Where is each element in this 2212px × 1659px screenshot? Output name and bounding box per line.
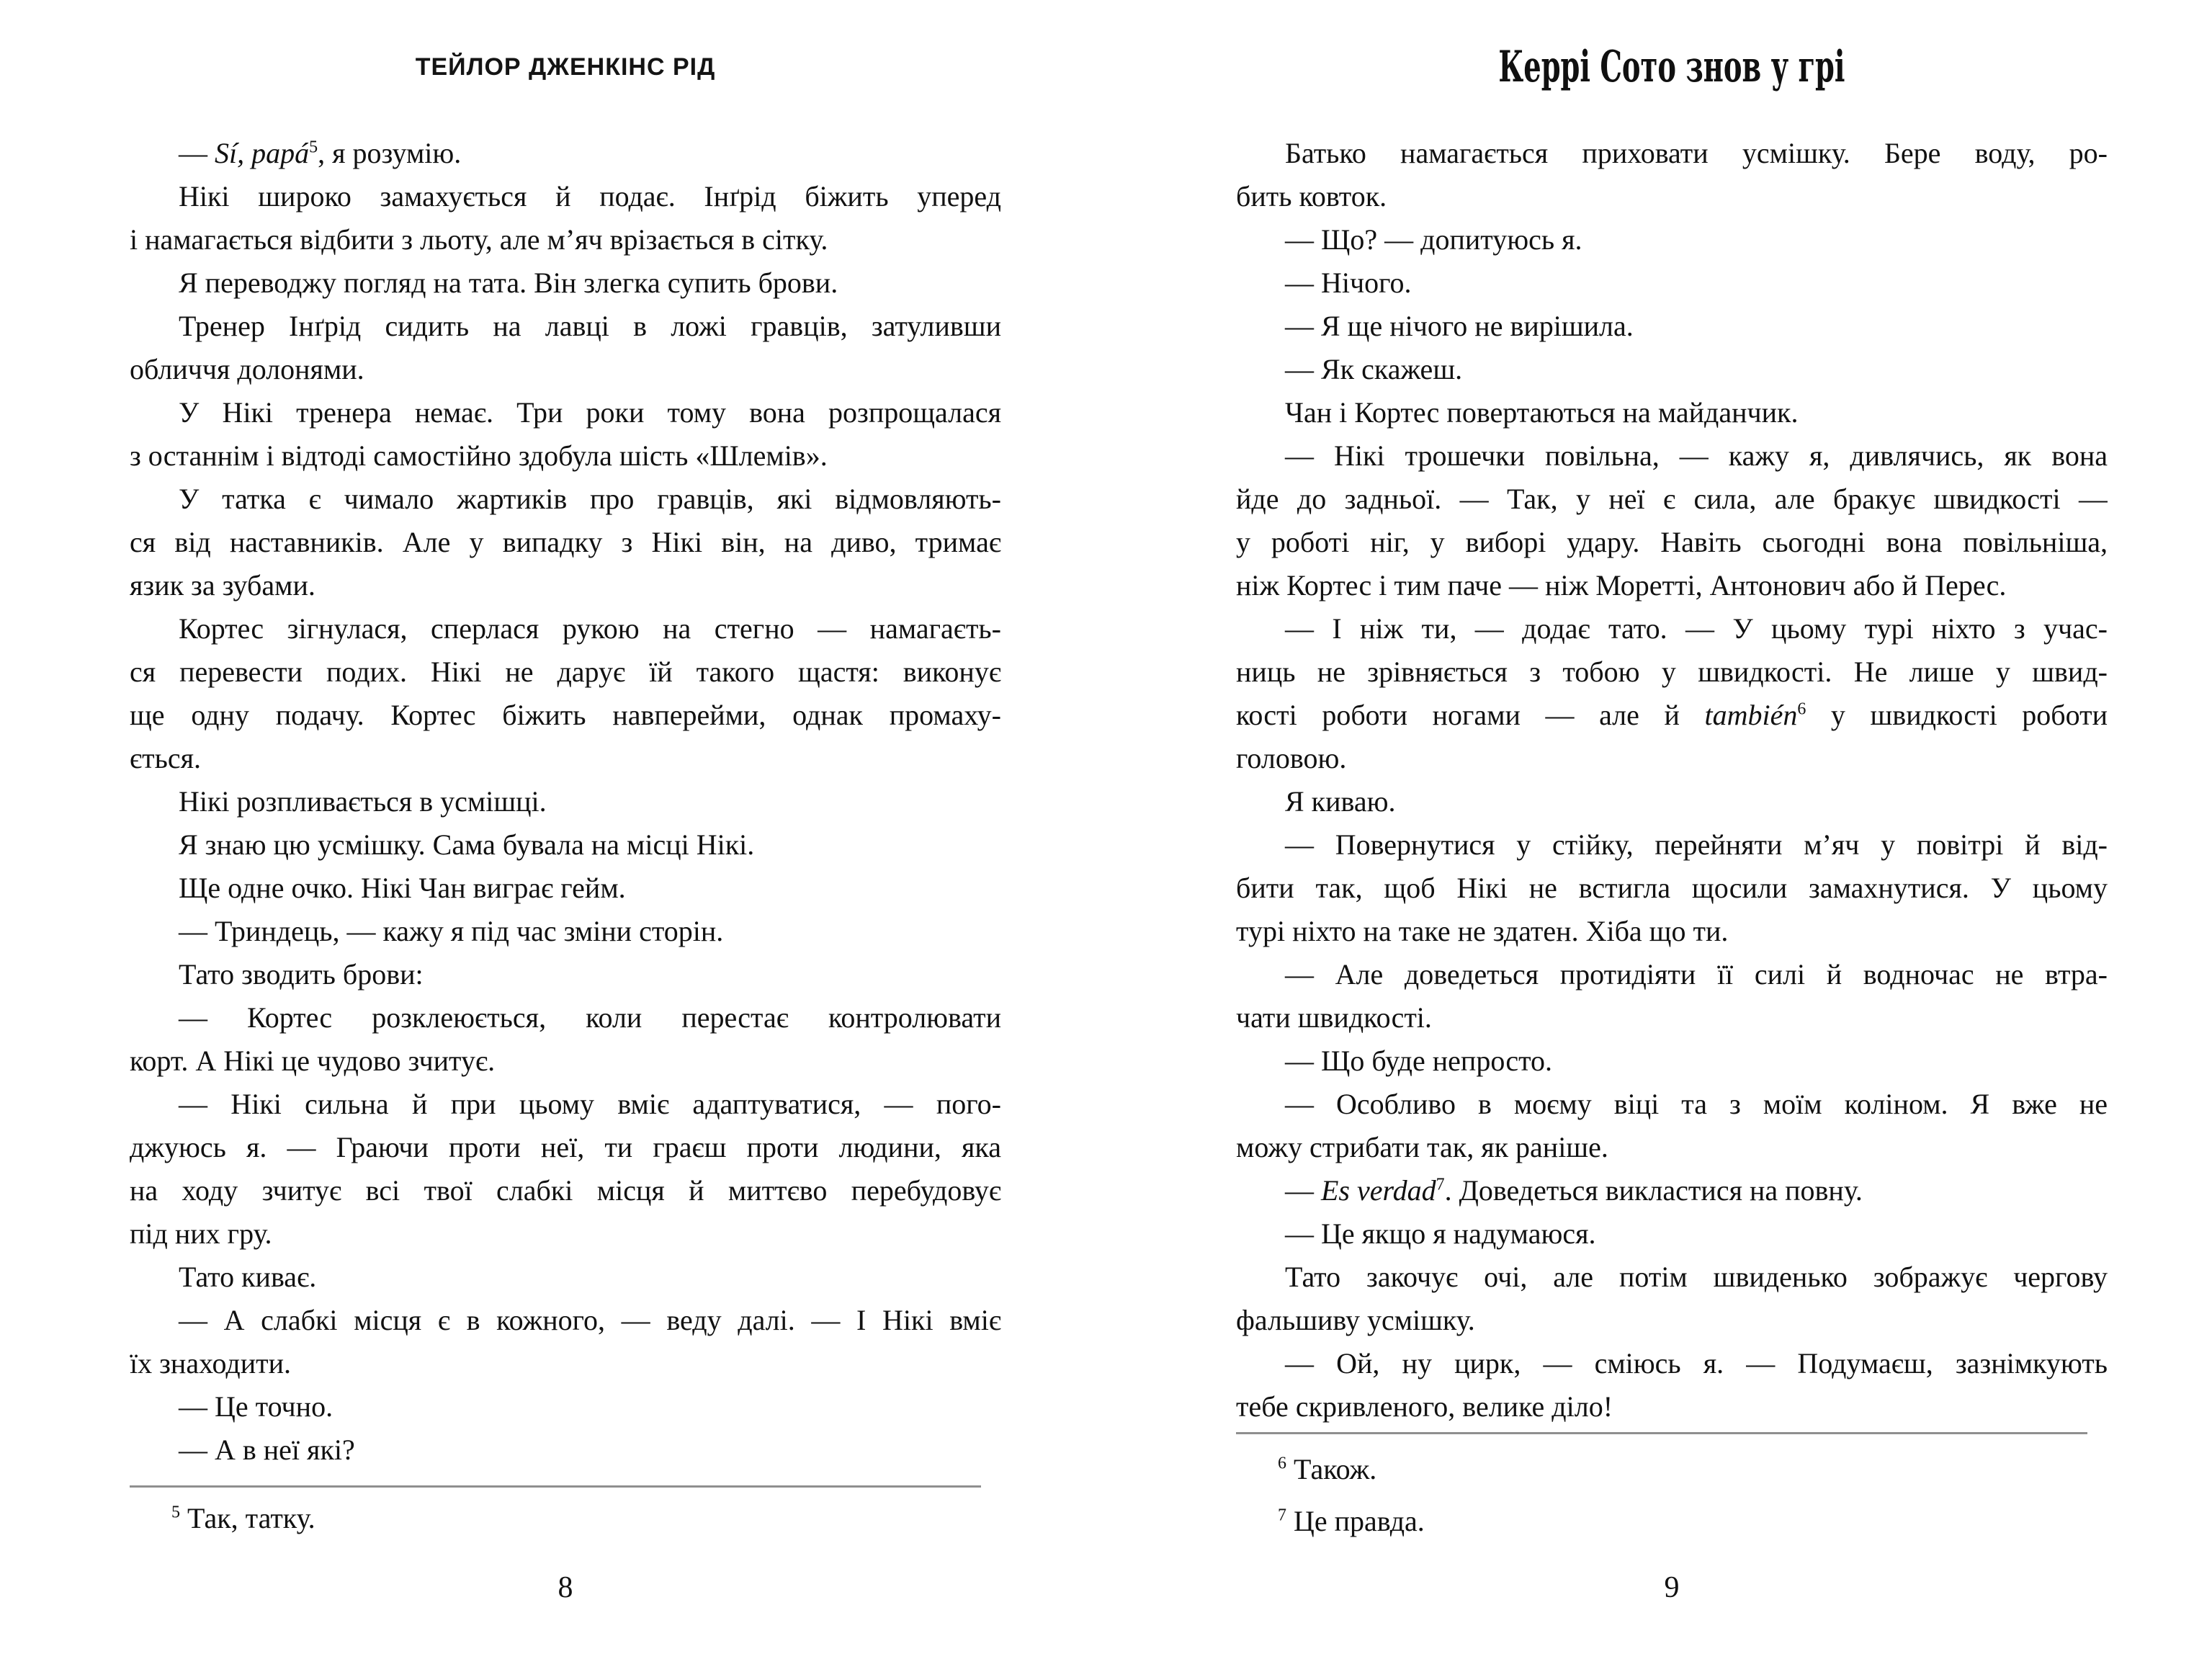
footnote-marker: 5	[171, 1503, 180, 1522]
text-line: ніж Кортес і тим паче — ніж Моретті, Антонович або й Перес.	[1236, 569, 2007, 602]
text-line: ще одну подачу. Кортес біжить навперейми, однак промаху-	[130, 699, 1001, 731]
text-line: Тато киває.	[179, 1261, 317, 1293]
text-line: — А в неї які?	[179, 1434, 355, 1466]
page-number: 8	[558, 1571, 573, 1604]
footnotes	[130, 1498, 1001, 1550]
text-line: Кортес зігнулася, сперлася рукою на стегно — намагаєть-	[179, 612, 1001, 645]
text-line: — Es verdad$^7$. Доведеться викластися на повну.	[1285, 1174, 1863, 1207]
text-line: — Ой, ну цирк, — сміюсь я. — Подумаєш, зазнімкують	[1285, 1347, 2108, 1379]
text-line: — Що? — допитуюсь я.	[1285, 223, 1582, 256]
text-line: ся перевести подих. Нікі не дарує їй такого щастя: виконує	[130, 656, 1001, 688]
text-line: Батько намагається приховати усмішку. Бере воду, ро-	[1285, 137, 2108, 169]
text-line: чати швидкості.	[1236, 1001, 1432, 1034]
text-line: — Особливо в моєму віці та з моїм коліном. Я вже не	[1285, 1088, 2108, 1120]
footnote-marker: 7	[1278, 1506, 1286, 1525]
text-line: — Це точно.	[179, 1390, 333, 1423]
text-line: — Але доведеться протидіяти її силі й водночас не втра-	[1285, 958, 2108, 991]
text-line: Я киваю.	[1285, 785, 1396, 818]
text-line: — Триндець, — кажу я під час зміни сторін.	[179, 915, 724, 947]
text-line: — Що буде непросто.	[1285, 1045, 1553, 1077]
text-line: кості роботи ногами — але й también$^6$ у швидкості роботи	[1236, 699, 2108, 731]
text-line: Тренер Інґрід сидить на лавці в ложі гравців, затуливши	[179, 310, 1001, 342]
text-line: турі ніхто на таке не здатен. Хіба що ти.	[1236, 915, 1729, 947]
footnotes	[1236, 1449, 2108, 1553]
text-line: ся від наставників. Але у випадку з Нікі він, на диво, тримає	[130, 526, 1001, 558]
footnote: $^6$ Також.	[1278, 1453, 1377, 1485]
text-line: головою.	[1236, 742, 1347, 774]
footnote-divider	[1236, 1432, 2087, 1434]
text-line: їх знаходити.	[130, 1347, 292, 1379]
text-line: — Sí, papá$^5$, я розумію.	[179, 137, 462, 169]
text-line: У татка є чимало жартиків про гравців, які відмовляють-	[179, 483, 1001, 515]
page-number: 9	[1664, 1571, 1680, 1604]
text-line: у роботі ніг, у виборі удару. Навіть сьогодні вона повільніша,	[1236, 526, 2108, 558]
text-line: Чан і Кортес повертаються на майданчик.	[1285, 396, 1799, 429]
text-line: Я знаю цю усмішку. Сама бувала на місці Нікі.	[179, 828, 755, 861]
text-line: — Я ще нічого не вирішила.	[1285, 310, 1634, 342]
text-line: бити так, щоб Нікі не встигла щосили замахнутися. У цьому	[1236, 872, 2108, 904]
text-line: Нікі широко замахується й подає. Інґрід біжить уперед	[179, 180, 1001, 213]
body-text	[130, 132, 1001, 1472]
text-line: — Як скажеш.	[1285, 353, 1463, 385]
text-line: — Нічого.	[1285, 267, 1412, 299]
text-line: Я переводжу погляд на тата. Він злегка супить брови.	[179, 267, 838, 299]
text-line: джуюсь я. — Граючи проти неї, ти граєш проти людини, яка	[130, 1131, 1001, 1163]
text-line: обличчя долонями.	[130, 353, 364, 385]
text-line: — Кортес розклеюється, коли перестає контролювати	[179, 1001, 1001, 1034]
right-page	[1106, 0, 2212, 1659]
text-line: на ходу зчитує всі твої слабкі місця й миттєво перебудовує	[130, 1174, 1001, 1207]
text-line: ється.	[130, 742, 202, 774]
text-line: і намагається відбити з льоту, але м’яч врізається в сітку.	[130, 223, 828, 256]
text-line: язик за зубами.	[130, 569, 315, 602]
page-header-title-text: Керрі Сото знов у грі	[1498, 42, 1845, 92]
text-line: Нікі розпливається в усмішці.	[179, 785, 547, 818]
text-line: ниць не зрівняється з тобою у швидкості. Не лише у швид-	[1236, 656, 2108, 688]
text-line: — Нікі трошечки повільна, — кажу я, дивлячись, як вона	[1285, 439, 2108, 472]
text-line: з останнім і відтоді самостійно здобула шість «Шлемів».	[130, 439, 828, 472]
text-line: корт. А Нікі це чудово зчитує.	[130, 1045, 496, 1077]
text-line: бить ковток.	[1236, 180, 1387, 213]
body-text	[1236, 132, 2108, 1428]
text-line: під них гру.	[130, 1217, 272, 1250]
footnote-marker: 6	[1278, 1454, 1286, 1473]
text-line: йде до задньої. — Так, у неї є сила, але бракує швидкості —	[1236, 483, 2108, 515]
text-line: Тато закочує очі, але потім швиденько зображує чергову	[1285, 1261, 2108, 1293]
page-header-author: ТЕЙЛОР ДЖЕНКІНС РІД	[415, 53, 716, 81]
text-line: — І ніж ти, — додає тато. — У цьому турі ніхто з учас-	[1285, 612, 2108, 645]
page-header-title	[1236, 42, 2108, 92]
footnote-divider	[130, 1485, 981, 1488]
text-line: — А слабкі місця є в кожного, — веду далі. — І Нікі вміє	[179, 1304, 1001, 1336]
text-line: — Це якщо я надумаюся.	[1285, 1217, 1596, 1250]
text-line: тебе скривленого, велике діло!	[1236, 1390, 1613, 1423]
text-line: — Повернутися у стійку, перейняти м’яч у повітрі й від-	[1285, 828, 2108, 861]
text-line: фальшиву усмішку.	[1236, 1304, 1475, 1336]
text-line: — Нікі сильна й при цьому вміє адаптуватися, — пого-	[179, 1088, 1001, 1120]
text-line: У Нікі тренера немає. Три роки тому вона розпрощалася	[179, 396, 1001, 429]
footnote: $^7$ Це правда.	[1278, 1505, 1425, 1537]
text-line: Ще одне очко. Нікі Чан виграє гейм.	[179, 872, 626, 904]
text-line: Тато зводить брови:	[179, 958, 424, 991]
text-line: можу стрибати так, як раніше.	[1236, 1131, 1608, 1163]
footnote: $^5$ Так, татку.	[171, 1502, 315, 1534]
